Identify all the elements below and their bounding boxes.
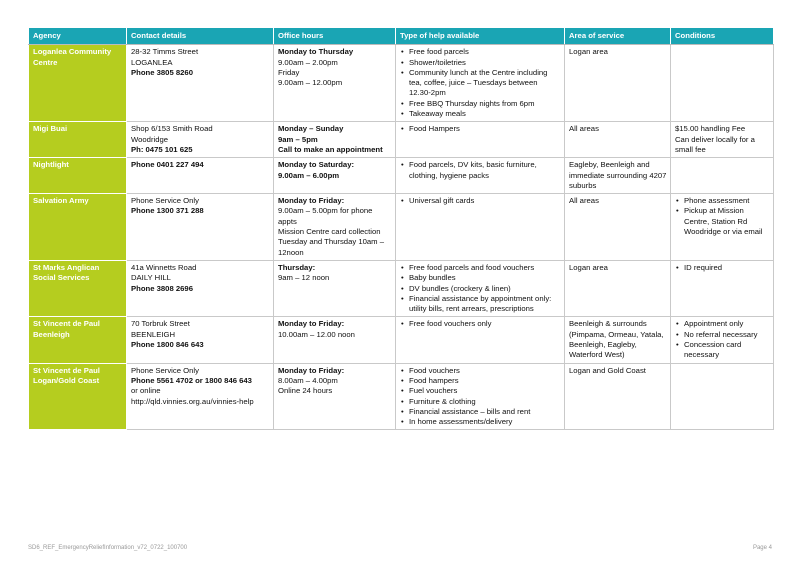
help-item: • DV bundles (crockery & linen) bbox=[400, 284, 561, 294]
help-item: • Food Hampers bbox=[400, 124, 561, 134]
conditions-cell bbox=[671, 260, 774, 316]
contact-line: Phone Service Only bbox=[131, 196, 199, 206]
contact-details-cell bbox=[127, 363, 274, 430]
help-list bbox=[400, 124, 561, 134]
office-hours-line: 8.00am – 4.00pm bbox=[278, 375, 338, 385]
contact-phone: Phone 5561 4702 or 1800 846 643 bbox=[131, 375, 252, 385]
agency-name: Salvation Army bbox=[29, 194, 127, 261]
condition-item: • Concession card necessary bbox=[675, 340, 770, 361]
office-hours-cell bbox=[274, 45, 396, 122]
condition-item: • Pickup at Mission Centre, Station Rd Woodridge or via email bbox=[675, 206, 770, 237]
help-item: • Free BBQ Thursday nights from 6pm bbox=[400, 99, 561, 109]
contact-phone: Phone 3805 8260 bbox=[131, 67, 193, 77]
condition-item: • No referral necessary bbox=[675, 330, 770, 340]
office-hours-line: Mission Centre card collection Tuesday and Thursday 10am – 12noon bbox=[278, 227, 384, 257]
office-hours-line: Monday to Friday: bbox=[278, 365, 345, 375]
header-office-hours: Office hours bbox=[274, 28, 396, 45]
help-item: • Food hampers bbox=[400, 376, 561, 386]
office-hours-line: Monday to Friday: bbox=[278, 319, 345, 329]
office-hours-line: Online 24 hours bbox=[278, 386, 333, 396]
condition-line: Can deliver locally for a small fee bbox=[675, 134, 755, 154]
office-hours-cell bbox=[274, 194, 396, 261]
help-item: • Community lunch at the Centre including tea, coffee, juice – Tuesdays between 12.30-2pm bbox=[400, 68, 561, 99]
conditions-list bbox=[675, 196, 770, 237]
help-item: • Financial assistance – bills and rent bbox=[400, 407, 561, 417]
agency-name: Loganlea Community Centre bbox=[29, 45, 127, 122]
help-type-cell bbox=[396, 363, 565, 430]
contact-link[interactable]: http://qld.vinnies.org.au/vinnies-help bbox=[131, 396, 254, 406]
office-hours-line: 10.00am – 12.00 noon bbox=[278, 329, 355, 339]
table-row bbox=[29, 122, 774, 158]
area-of-service: Logan area bbox=[565, 45, 671, 122]
contact-line: LOGANLEA bbox=[131, 57, 173, 67]
area-of-service: Logan area bbox=[565, 260, 671, 316]
help-item: • Takeaway meals bbox=[400, 109, 561, 119]
contact-line: BEENLEIGH bbox=[131, 329, 176, 339]
help-item: • Baby bundles bbox=[400, 273, 561, 283]
header-agency: Agency bbox=[29, 28, 127, 45]
table-row bbox=[29, 158, 774, 194]
area-of-service: All areas bbox=[565, 122, 671, 158]
contact-phone: Phone 1800 846 643 bbox=[131, 340, 204, 350]
contact-details-cell bbox=[127, 45, 274, 122]
condition-item: • Phone assessment bbox=[675, 196, 770, 206]
help-list bbox=[400, 319, 561, 329]
help-item: • Food parcels, DV kits, basic furniture, clothing, hygiene packs bbox=[400, 160, 561, 181]
agency-name: St Marks Anglican Social Services bbox=[29, 260, 127, 316]
office-hours-line: Thursday: bbox=[278, 262, 316, 272]
help-type-cell bbox=[396, 122, 565, 158]
table-row bbox=[29, 363, 774, 430]
table-row bbox=[29, 260, 774, 316]
table-header-row bbox=[29, 28, 774, 45]
help-list bbox=[400, 47, 561, 119]
office-hours-line: Monday to Thursday bbox=[278, 47, 354, 57]
help-item: • Free food vouchers only bbox=[400, 319, 561, 329]
area-of-service: Logan and Gold Coast bbox=[565, 363, 671, 430]
help-type-cell bbox=[396, 317, 565, 363]
table-row bbox=[29, 317, 774, 363]
help-type-cell bbox=[396, 45, 565, 122]
condition-item: • Appointment only bbox=[675, 319, 770, 329]
contact-line: Phone Service Only bbox=[131, 365, 199, 375]
help-list bbox=[400, 196, 561, 206]
contact-phone: Ph: 0475 101 625 bbox=[131, 144, 193, 154]
contact-line: 28-32 Timms Street bbox=[131, 47, 199, 57]
office-hours-cell bbox=[274, 317, 396, 363]
contact-line: 41a Winnetts Road bbox=[131, 262, 197, 272]
table-row bbox=[29, 45, 774, 122]
conditions-cell bbox=[671, 194, 774, 261]
office-hours-line: Monday – Sunday bbox=[278, 124, 344, 134]
contact-line: or online bbox=[131, 386, 161, 396]
contact-details-cell bbox=[127, 194, 274, 261]
help-list bbox=[400, 263, 561, 314]
contact-details-cell bbox=[127, 260, 274, 316]
condition-item: • ID required bbox=[675, 263, 770, 273]
contact-line: Shop 6/153 Smith Road bbox=[131, 124, 213, 134]
contact-phone: Phone 1300 371 288 bbox=[131, 206, 204, 216]
contact-phone: Phone 0401 227 494 bbox=[131, 160, 204, 170]
footer-document-id: SD6_REF_EmergencyReliefInformation_v72_0722_100700 bbox=[28, 545, 188, 551]
header-contact-details: Contact details bbox=[127, 28, 274, 45]
conditions-cell bbox=[671, 45, 774, 122]
conditions-cell bbox=[671, 122, 774, 158]
conditions-cell bbox=[671, 363, 774, 430]
contact-line: Woodridge bbox=[131, 134, 169, 144]
office-hours-line: 9.00am – 5.00pm for phone appts bbox=[278, 206, 373, 226]
condition-line: $15.00 handling Fee bbox=[675, 124, 746, 134]
footer-page-number: Page 4 bbox=[752, 545, 772, 551]
help-item: • Shower/toiletries bbox=[400, 58, 561, 68]
contact-details-cell bbox=[127, 122, 274, 158]
agency-name: St Vincent de Paul Logan/Gold Coast bbox=[29, 363, 127, 430]
emergency-relief-table bbox=[28, 27, 774, 430]
office-hours-cell bbox=[274, 260, 396, 316]
help-item: • Fuel vouchers bbox=[400, 386, 561, 396]
area-of-service: Beenleigh & surrounds (Pimpama, Ormeau, Yatala, Beenleigh, Eagleby, Waterford West) bbox=[565, 317, 671, 363]
conditions-list bbox=[675, 263, 770, 273]
help-item: • Free food parcels and food vouchers bbox=[400, 263, 561, 273]
area-of-service: All areas bbox=[565, 194, 671, 261]
office-hours-line: Monday to Saturday: bbox=[278, 160, 355, 170]
office-hours-cell bbox=[274, 158, 396, 194]
conditions-list bbox=[675, 319, 770, 360]
header-type-of-help: Type of help available bbox=[396, 28, 565, 45]
help-item: • Food vouchers bbox=[400, 366, 561, 376]
header-area-of-service: Area of service bbox=[565, 28, 671, 45]
agency-name: Nightlight bbox=[29, 158, 127, 194]
table-row bbox=[29, 194, 774, 261]
office-hours-cell bbox=[274, 363, 396, 430]
help-item: • Free food parcels bbox=[400, 47, 561, 57]
help-type-cell bbox=[396, 158, 565, 194]
help-type-cell bbox=[396, 194, 565, 261]
office-hours-line: Call to make an appointment bbox=[278, 144, 383, 154]
contact-line: 70 Torbruk Street bbox=[131, 319, 190, 329]
office-hours-line: 9.00am – 12.00pm bbox=[278, 78, 343, 88]
agency-name: St Vincent de Paul Beenleigh bbox=[29, 317, 127, 363]
conditions-cell bbox=[671, 158, 774, 194]
office-hours-line: Friday bbox=[278, 67, 300, 77]
area-of-service: Eagleby, Beenleigh and immediate surrounding 4207 suburbs bbox=[565, 158, 671, 194]
help-item: • Universal gift cards bbox=[400, 196, 561, 206]
office-hours-line: 9.00am – 2.00pm bbox=[278, 57, 338, 67]
contact-phone: Phone 3808 2696 bbox=[131, 283, 193, 293]
help-type-cell bbox=[396, 260, 565, 316]
help-list bbox=[400, 366, 561, 428]
office-hours-cell bbox=[274, 122, 396, 158]
help-item: • Financial assistance by appointment only: utility bills, rent arrears, prescriptions bbox=[400, 294, 561, 315]
office-hours-line: 9.00am – 6.00pm bbox=[278, 170, 340, 180]
office-hours-line: Monday to Friday: bbox=[278, 196, 345, 206]
conditions-cell bbox=[671, 317, 774, 363]
help-item: • Furniture & clothing bbox=[400, 397, 561, 407]
office-hours-line: 9am – 5pm bbox=[278, 134, 318, 144]
agency-name: Migi Buai bbox=[29, 122, 127, 158]
table-body bbox=[29, 45, 774, 430]
contact-details-cell bbox=[127, 158, 274, 194]
help-item: • In home assessments/delivery bbox=[400, 417, 561, 427]
header-conditions: Conditions bbox=[671, 28, 774, 45]
help-list bbox=[400, 160, 561, 181]
contact-details-cell bbox=[127, 317, 274, 363]
office-hours-line: 9am – 12 noon bbox=[278, 273, 330, 283]
contact-line: DAILY HILL bbox=[131, 273, 171, 283]
